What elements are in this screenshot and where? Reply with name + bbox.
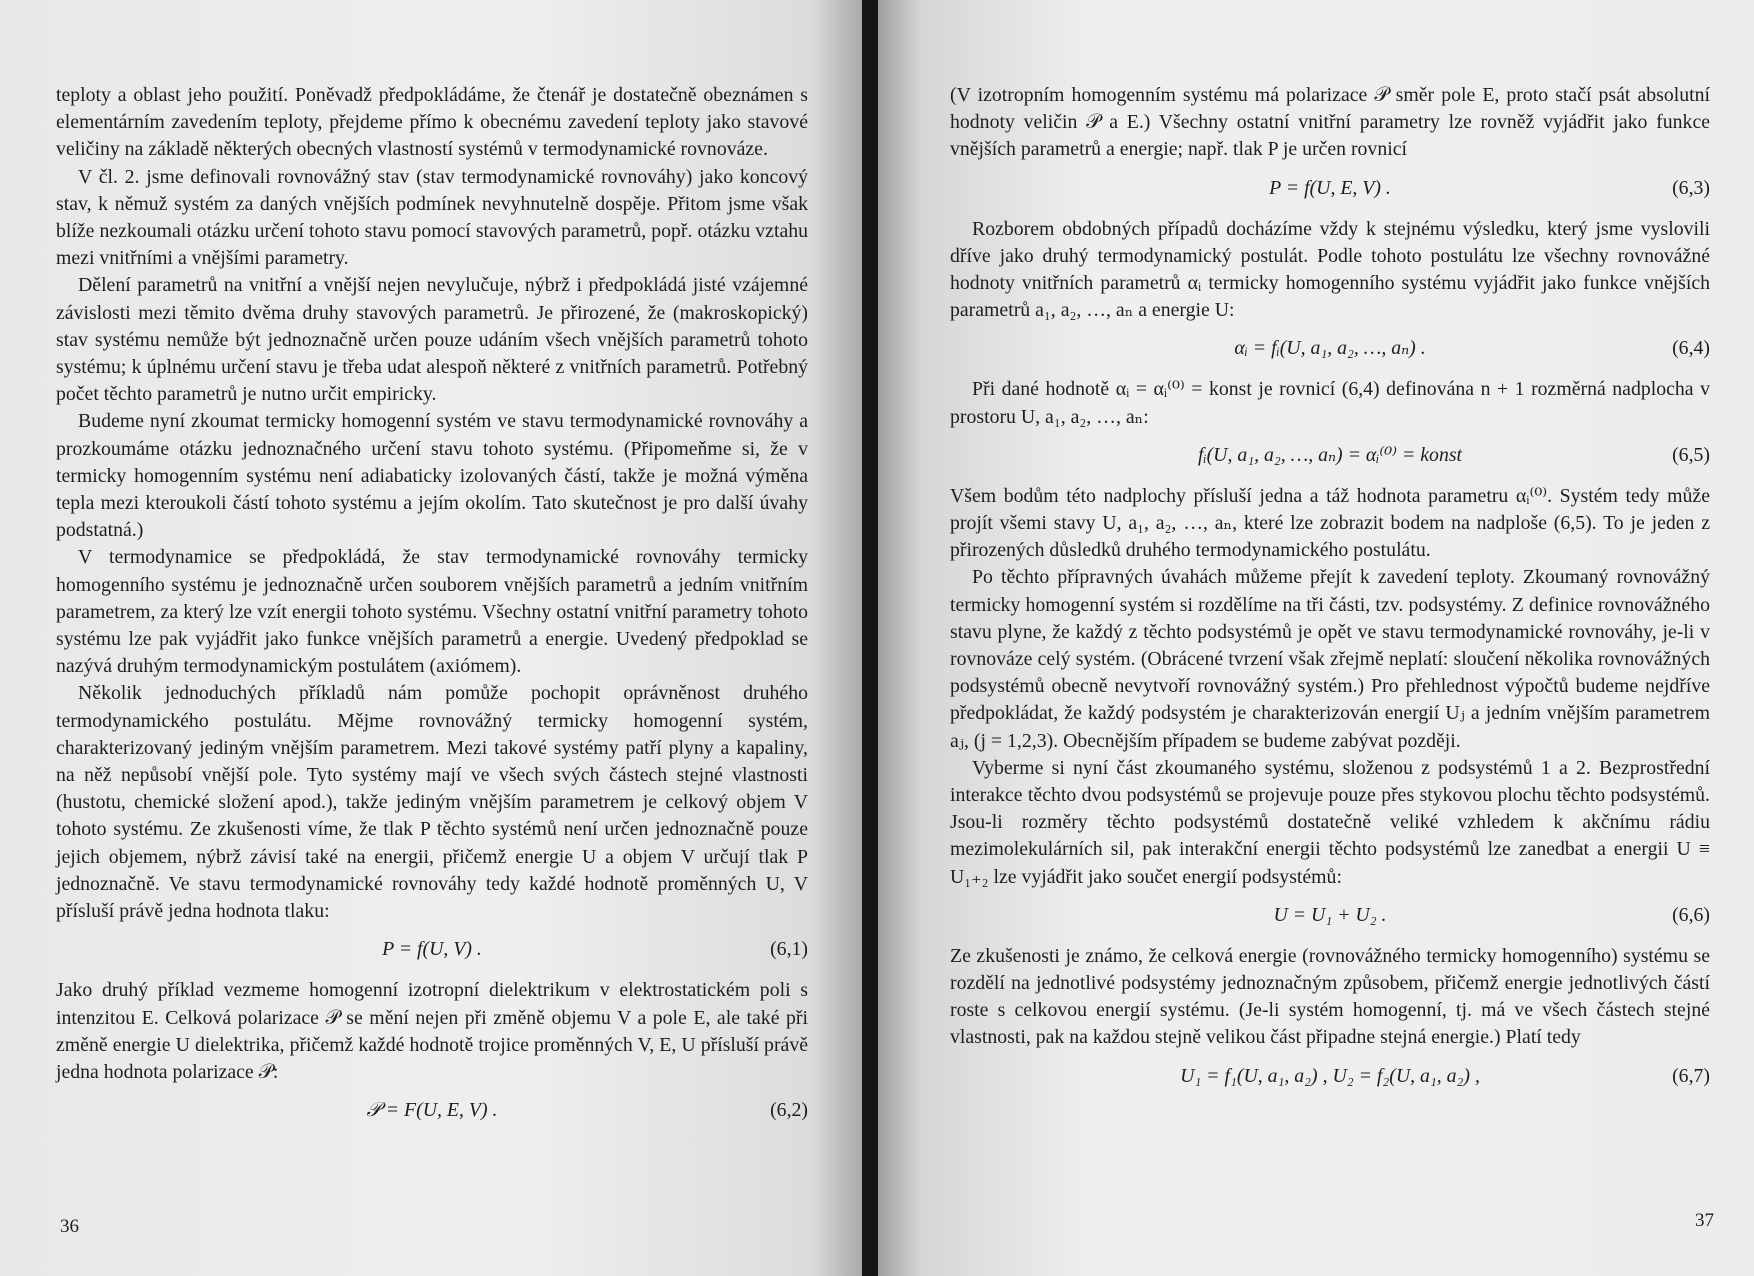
paragraph: Rozborem obdobných případů docházíme vždy k stejnému výsledku, který jsme vyslovili dříve jako druhý termodynamický postulát. Podle tohoto postulátu lze všechny rovnovážné hodnoty vnitřních parametrů αᵢ termicky homogenního systému vyjádřit jako funkce vnějších parametrů a₁, a₂, …, aₙ a energie U: (950, 217, 1710, 322)
equation-number: (6,4) (1672, 337, 1710, 360)
equation (950, 1063, 1710, 1091)
equation-expression: αᵢ = fᵢ(U, a₁, a₂, …, aₙ) . (1234, 337, 1426, 360)
paragraph: Několik jednoduchých příkladů nám pomůže pochopit oprávněnost druhého termodynamického postulátu. Mějme rovnovážný termicky homogenní systém, charakterizovaný jediným vnějším parametrem. Mezi takové systémy patří plyny a kapaliny, na něž nepůsobí vnější pole. Tyto systémy mají ve všech svých částech stejné vlastnosti (hustotu, chemické složení apod.), takže jediným vnějším parametrem je celkový objem V tohoto systému. Ze zkušenosti víme, že tlak P těchto systémů není určen jednoznačně pouze jejich objemem, nýbrž závisí také na energii, přičemž energie U a objem V určují tlak P jednoznačně. Ve stavu termodynamické rovnováhy tedy každé hodnotě proměnných U, V přísluší právě jedna hodnota tlaku: (56, 682, 808, 923)
equation-number: (6,1) (770, 938, 808, 961)
paragraph: Jako druhý příklad vezmeme homogenní izotropní dielektrikum v elektrostatickém poli s intenzitou E. Celková polarizace 𝒫 se mění nejen při změně objemu V a pole E, ale také při změně energie U dielektrika, přičemž každé hodnotě trojice proměnných V, E, U přísluší právě jedna hodnota polarizace 𝒫: (56, 979, 808, 1083)
equation-number: (6,7) (1672, 1064, 1710, 1087)
paragraph: Dělení parametrů na vnitřní a vnější nejen nevylučuje, nýbrž i předpokládá jisté vzájemné závislosti mezi těmito dvěma druhy stavových parametrů. Je přirozené, že (makroskopický) stav systému nemůže být jednoznačně určen pouze udáním všech vnějších parametrů tohoto systému; k úplnému určení stavu je třeba udat alespoň některé z vnitřních parametrů. Potřebný počet těchto parametrů je nutno určit empiricky. (56, 274, 808, 406)
equation (56, 936, 808, 964)
paragraph: (V izotropním homogenním systému má polarizace 𝒫 směr pole E, proto stačí psát absolutní hodnoty veličin 𝒫 a E.) Všechny ostatní vnitřní parametry lze rovněž vyjádřit jako funkce vnějších parametrů a energie; např. tlak P je určen rovnicí (950, 84, 1710, 161)
equation-expression: P = f(U, V) . (382, 938, 482, 961)
paragraph: Při dané hodnotě αᵢ = αᵢ⁽⁰⁾ = konst je rovnicí (6,4) definována n + 1 rozměrná nadplocha v prostoru U, a₁, a₂, …, aₙ: (950, 378, 1710, 428)
paragraph: V termodynamice se předpokládá, že stav termodynamické rovnováhy termicky homogenního systému je jednoznačně určen souborem vnějších parametrů a jedním vnitřním parametrem, za který lze vzít energii tohoto systému. Všechny ostatní vnitřní parametry tohoto systému lze pak vyjádřit jako funkce vnějších parametrů a energie. Uvedený předpoklad se nazývá druhým termodynamickým postulátem (axiómem). (56, 546, 808, 678)
book-gutter (862, 0, 878, 1276)
equation-expression: fᵢ(U, a₁, a₂, …, aₙ) = αᵢ⁽⁰⁾ = konst (1197, 443, 1463, 466)
right-page (878, 0, 1754, 1276)
equation (950, 175, 1710, 203)
equation (950, 902, 1710, 930)
paragraph: teploty a oblast jeho použití. Poněvadž předpokládáme, že čtenář je dostatečně obeznámen s elementárním zavedením teploty, přejdeme přímo k obecnému zavedení teploty jako stavové veličiny na základě některých obecných vlastností systémů v termodynamické rovnováze. (56, 84, 808, 161)
equation-expression: 𝒫 = F(U, E, V) . (366, 1099, 498, 1122)
paragraph: Ze zkušenosti je známo, že celková energie (rovnovážného termicky homogenního) systému se rozdělí na jednotlivé podsystémy jednoznačným způsobem, přičemž energie jednotlivých částí roste s celkovou energií systému. (Je-li systém homogenní, tj. má ve všech částech stejné vlastnosti, pak na každou stejně velikou část připadne stejná energie.) Platí tedy (950, 944, 1710, 1049)
paragraph: Vyberme si nyní část zkoumaného systému, složenou z podsystémů 1 a 2. Bezprostřední interakce těchto dvou podsystémů se projevuje pouze přes stykovou plochu těchto podsystémů. Jsou-li rozměry těchto podsystémů dostatečně veliké vzhledem k akčnímu rádiu mezimolekulárních sil, pak interakční energii těchto podsystémů lze zanedbat a energii U ≡ U₁₊₂ lze vyjádřit jako součet energií podsystémů: (950, 756, 1710, 888)
equation (950, 442, 1710, 470)
paragraph: Všem bodům této nadplochy přísluší jedna a táž hodnota parametru αᵢ⁽⁰⁾. Systém tedy může projít všemi stavy U, a₁, a₂, …, aₙ, které lze zobrazit bodem na nadploše (6,5). To je jeden z přirozených důsledků druhého termodynamického postulátu. (950, 484, 1710, 562)
equation-number: (6,3) (1672, 176, 1710, 199)
equation (56, 1097, 808, 1125)
paragraph: V čl. 2. jsme definovali rovnovážný stav (stav termodynamické rovnováhy) jako koncový stav, k němuž systém za daných vnějších podmínek nevyhnutelně dospěje. Přitom jsme však blíže nezkoumali otázku určení tohoto stavu pomocí stavových parametrů, popř. otázku vztahu mezi vnitřními a vnějšími parametry. (56, 165, 808, 270)
equation-number: (6,6) (1672, 903, 1710, 926)
equation-expression: P = f(U, E, V) . (1269, 176, 1391, 199)
left-page (0, 0, 862, 1276)
equation-number: (6,5) (1672, 443, 1710, 466)
paragraph: Po těchto přípravných úvahách můžeme přejít k zavedení teploty. Zkoumaný rovnovážný termicky homogenní systém si rozdělíme na tři části, tzv. podsystémy. Z definice rovnovážného stavu plyne, že každý z těchto podsystémů je opět ve stavu termodynamické rovnováhy, je-li v rovnováze celý systém. (Obrácené tvrzení však zřejmě neplatí: sloučení několika rovnovážných podsystémů obecně nevytvoří rovnovážný systém.) Pro přehlednost výpočtů budeme nejdříve předpokládat, že každý podsystém je charakterizován energií Uⱼ a jedním vnějším parametrem aⱼ, (j = 1,2,3). Obecnějším případem se budeme zabývat později. (950, 566, 1710, 752)
equation-expression: U₁ = f₁(U, a₁, a₂) , U₂ = f₂(U, a₁, a₂) , (1180, 1064, 1480, 1087)
equation (950, 335, 1710, 363)
equation-number: (6,2) (770, 1099, 808, 1122)
right-page-text (950, 82, 1710, 1104)
equation-expression: U = U₁ + U₂ . (1273, 903, 1387, 926)
left-page-text (56, 82, 808, 1138)
page-number: 37 (1695, 1210, 1714, 1231)
page-number: 36 (60, 1216, 79, 1237)
paragraph: Budeme nyní zkoumat termicky homogenní systém ve stavu termodynamické rovnováhy a prozkoumáme otázku jednoznačného určení stavu tohoto systému. (Připomeňme si, že v termicky homogenním systému není adiabaticky izolovaných částí, takže je možná výměna tepla mezi kteroukoli částí tohoto systému a jejím okolím. Tato skutečnost je pro další úvahy podstatná.) (56, 410, 808, 542)
